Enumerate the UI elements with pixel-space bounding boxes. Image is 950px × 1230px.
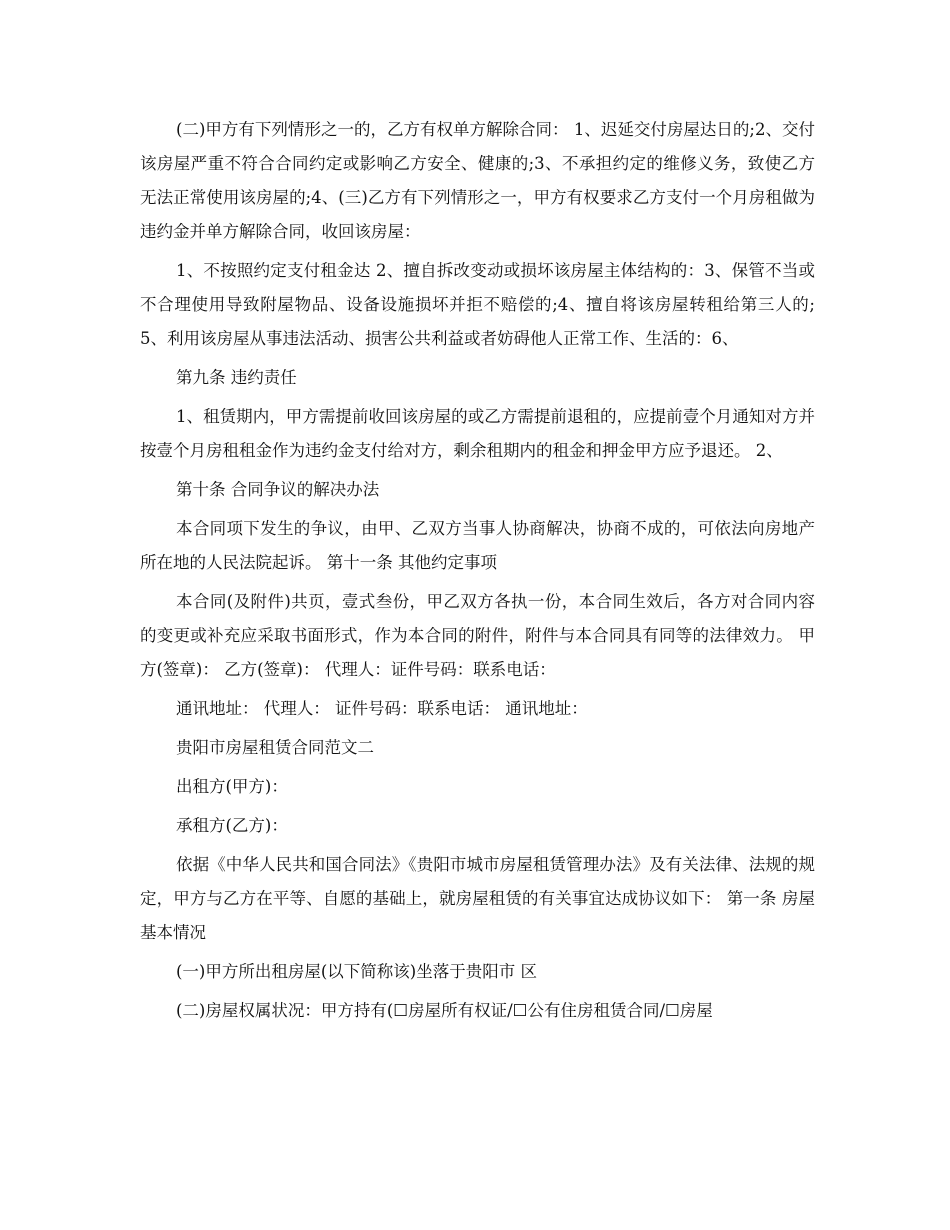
paragraph-house-location: (一)甲方所出租房屋(以下简称该)坐落于贵阳市 区 xyxy=(176,962,537,981)
paragraph-copies-and-signatures: 本合同(及附件)共页，壹式叁份，甲乙双方各执一份，本合同生效后，各方对合同内容的变更或补充应采取书面形式，作为本合同的附件，附件与本合同具有同等的法律效力。 甲方(签章)： 乙方(签章)： 代理人：证件号码：联系电话： xyxy=(140,592,815,679)
paragraph-lessee: 承租方(乙方)： xyxy=(176,816,288,835)
paragraph-dispute-resolution: 本合同项下发生的争议，由甲、乙双方当事人协商解决，协商不成的，可依法向房地产所在地的人民法院起诉。 第十一条 其他约定事项 xyxy=(140,519,815,572)
paragraph-early-termination: 1、租赁期内，甲方需提前收回该房屋的或乙方需提前退租的，应提前壹个月通知对方并按壹个月房租租金作为违约金支付给对方，剩余租期内的租金和押金甲方应予退还。 2、 xyxy=(140,407,815,460)
paragraph-contact-address: 通讯地址： 代理人： 证件号码：联系电话： 通讯地址： xyxy=(176,699,588,718)
paragraph-lessor: 出租方(甲方)： xyxy=(176,777,288,796)
heading-sample-two: 贵阳市房屋租赁合同范文二 xyxy=(176,738,374,757)
heading-article-10: 第十条 合同争议的解决办法 xyxy=(176,480,380,499)
heading-article-9: 第九条 违约责任 xyxy=(176,368,297,387)
paragraph-ownership-status: (二)房屋权属状况：甲方持有(☐房屋所有权证/☐公有住房租赁合同/☐房屋 xyxy=(176,1001,713,1020)
document-body xyxy=(140,113,815,1033)
paragraph-tenant-breach-list: 1、不按照约定支付租金达 2、擅自拆改变动或损坏该房屋主体结构的：3、保管不当或不合理使用导致附屋物品、设备设施损坏并拒不赔偿的;4、擅自将该房屋转租给第三人的;5、利用该房屋从事违法活动、损害公共利益或者妨碍他人正常工作、生活的：6、 xyxy=(140,261,815,348)
paragraph-legal-basis: 依据《中华人民共和国合同法》《贵阳市城市房屋租赁管理办法》及有关法律、法规的规定，甲方与乙方在平等、自愿的基础上，就房屋租赁的有关事宜达成协议如下： 第一条 房屋基本情况 xyxy=(140,855,815,942)
paragraph-termination-by-tenant: (二)甲方有下列情形之一的，乙方有权单方解除合同： 1、迟延交付房屋达日的;2、交付该房屋严重不符合合同约定或影响乙方安全、健康的;3、不承担约定的维修义务，致使乙方无法正常使用该房屋的;4、(三)乙方有下列情形之一，甲方有权要求乙方支付一个月房租做为违约金并单方解除合同，收回该房屋： xyxy=(140,120,815,241)
